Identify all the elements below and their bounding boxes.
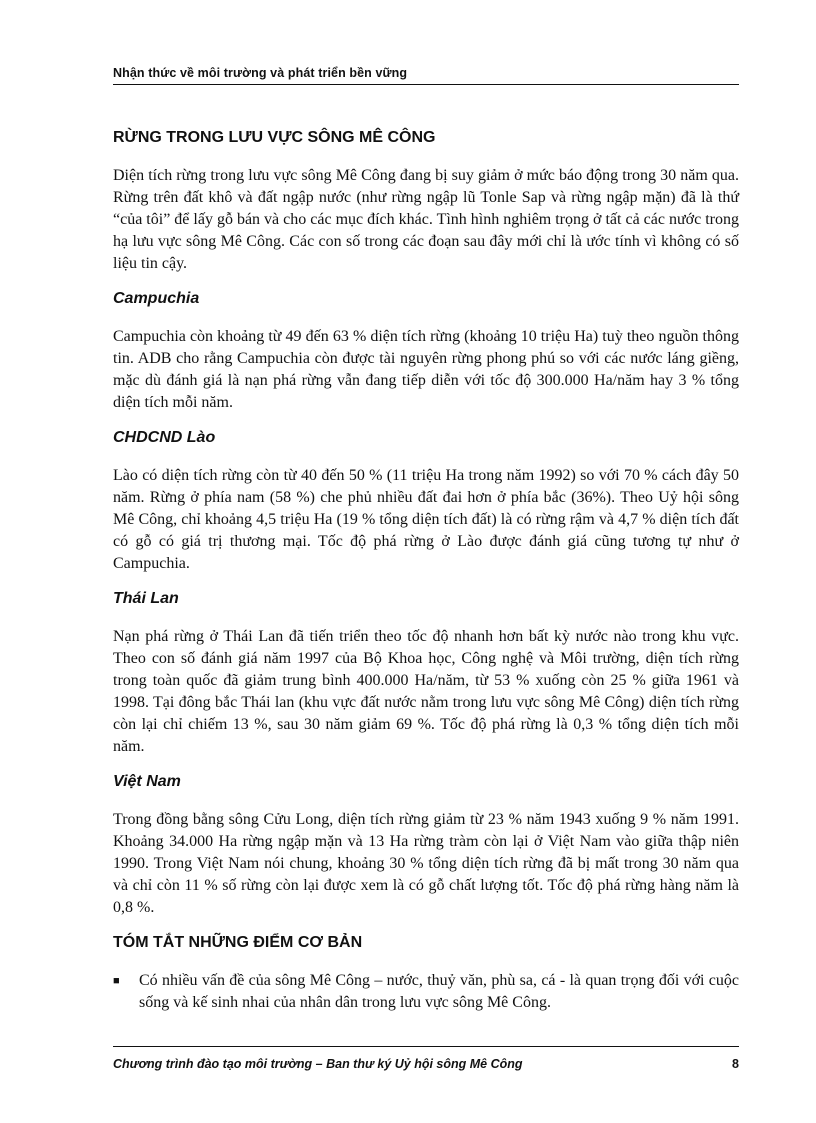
- page-content: [113, 114, 739, 1014]
- country-heading-vietnam: Việt Nam: [113, 773, 181, 790]
- list-item: [113, 970, 739, 1014]
- country-heading-cambodia: Campuchia: [113, 290, 200, 307]
- page-number: 8: [732, 1057, 739, 1071]
- square-bullet-icon: ■: [113, 975, 120, 987]
- summary-bullet-list: [113, 970, 739, 1014]
- summary-section-heading: TÓM TẮT NHỮNG ĐIỂM CƠ BẢN: [113, 934, 363, 951]
- running-footer: [113, 1046, 739, 1071]
- country-paragraph-thailand: Nạn phá rừng ở Thái Lan đã tiến triển theo tốc độ nhanh hơn bất kỳ nước nào trong khu vực. Theo con số đánh giá năm 1997 của Bộ Khoa học, Công nghệ và Môi trường, diện tích rừng trong toàn quốc đã giảm trung bình 400.000 Ha/năm, từ 53 % xuống còn 25 % giữa 1961 và 1998. Tại đông bắc Thái lan (khu vực đất nước nằm trong lưu vực sông Mê Công) diện tích rừng còn lại chỉ chiếm 13 %, sau 30 năm giảm 69 %. Tốc độ phá rừng là 0,3 % tổng diện tích mỗi năm.: [113, 628, 739, 755]
- forest-intro-paragraph: Diện tích rừng trong lưu vực sông Mê Công đang bị suy giảm ở mức báo động trong 30 năm qua. Rừng trên đất khô và đất ngập nước (như rừng ngập lũ Tonle Sap và rừng ngập mặn) đã là thứ “của tôi” để lấy gỗ bán và cho các mục đích khác. Tình hình nghiêm trọng ở tất cả các nước trong hạ lưu vực sông Mê Công. Các con số trong các đoạn sau đây mới chỉ là ước tính vì không có số liệu tin cậy.: [113, 167, 739, 272]
- footer-program-name: Chương trình đào tạo môi trường – Ban thư ký Uỷ hội sông Mê Công: [113, 1057, 523, 1071]
- country-paragraph-cambodia: Campuchia còn khoảng từ 49 đến 63 % diện tích rừng (khoảng 10 triệu Ha) tuỳ theo nguồn thông tin. ADB cho rằng Campuchia còn được tài nguyên rừng phong phú so với các nước láng giềng, mặc dù đánh giá là nạn phá rừng vẫn đang tiếp diễn với tốc độ 300.000 Ha/năm hay 3 % tổng diện tích mỗi năm.: [113, 328, 739, 411]
- country-heading-thailand: Thái Lan: [113, 590, 179, 607]
- running-header-title: Nhận thức về môi trường và phát triển bền vững: [113, 66, 408, 80]
- country-paragraph-laos: Lào có diện tích rừng còn từ 40 đến 50 % (11 triệu Ha trong năm 1992) so với 70 % cách đây 50 năm. Rừng ở phía nam (58 %) che phủ nhiều đất đai hơn ở phía bắc (36%). Theo Uỷ hội sông Mê Công, chỉ khoảng 4,5 triệu Ha (19 % tổng diện tích đất) là có rừng rậm và 4,7 % diện tích đất có gỗ có giá trị thương mại. Tốc độ phá rừng ở Lào được đánh giá cũng tương tự như ở Campuchia.: [113, 467, 739, 572]
- country-heading-laos: CHDCND Lào: [113, 429, 216, 446]
- forest-section-heading: RỪNG TRONG LƯU VỰC SÔNG MÊ CÔNG: [113, 129, 436, 146]
- running-header: [113, 66, 739, 85]
- country-paragraph-vietnam: Trong đồng bằng sông Cửu Long, diện tích rừng giảm từ 23 % năm 1943 xuống 9 % năm 1991. Khoảng 34.000 Ha rừng ngập mặn và 13 Ha rừng tràm còn lại ở Việt Nam vào giữa thập niên 1990. Trong Việt Nam nói chung, khoảng 30 % tổng diện tích rừng đã bị mất trong 30 năm qua và chỉ còn 11 % số rừng còn lại được xem là có gỗ chất lượng tốt. Tốc độ phá rừng hàng năm là 0,8 %.: [113, 811, 739, 916]
- list-item-text: Có nhiều vấn đề của sông Mê Công – nước, thuỷ văn, phù sa, cá - là quan trọng đối với cuộc sống và kế sinh nhai của nhân dân trong lưu vực sông Mê Công.: [139, 972, 739, 1011]
